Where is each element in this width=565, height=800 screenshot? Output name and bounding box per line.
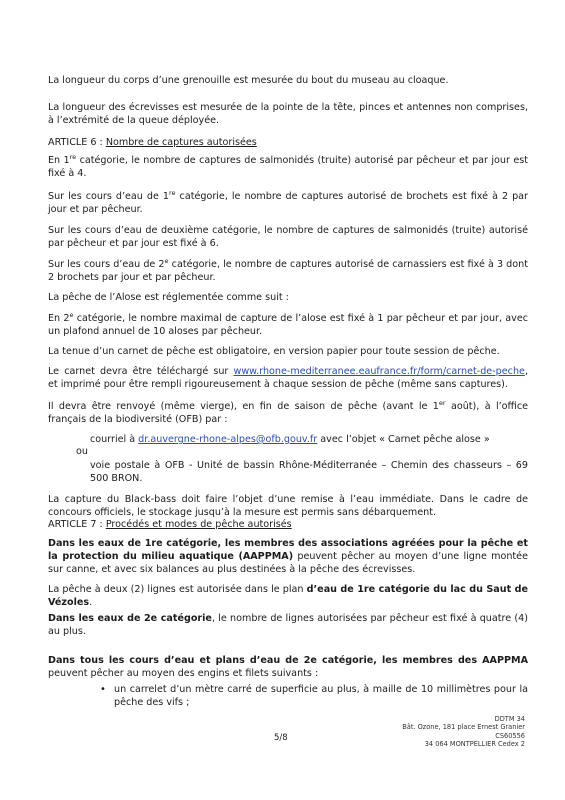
page-number: 5/8 [274, 733, 288, 743]
paragraph-ecrevisses: La longueur des écrevisses est mesurée de la pointe de la tête, pinces et antennes non comprises, à l’extrémité de la queue déployée. [48, 102, 528, 127]
paragraph-black-bass: La capture du Black-bass doit faire l’objet d’une remise à l’eau immédiate. Dans le cadre de concours officiels, le stockage jusqu’à la mesure est permis sans débarquement. [48, 494, 528, 519]
paragraph-telechargement: Le carnet devra être téléchargé sur www.rhone-mediterranee.eaufrance.fr/form/carnet-de-peche, et imprimé pour être rempli rigoureusement à chaque session de pêche (même sans captures). [48, 366, 528, 391]
footer-line-3: CS60556 [495, 731, 525, 740]
paragraph-salmonides-2: Sur les cours d’eau de deuxième catégorie, le nombre de captures de salmonidés (truite) autorisé par pêcheur et par jour est fixé à 6. [48, 225, 528, 250]
bullet-dot: • [100, 684, 106, 695]
paragraph-alose-intro: La pêche de l’Alose est réglementée comme suit : [48, 292, 289, 303]
article-6-title: Nombre de captures autorisées [105, 137, 257, 148]
footer-line-4: 34 064 MONTPELLIER Cedex 2 [424, 740, 525, 749]
article-7-heading: ARTICLE 7 : Procédés et modes de pêche autorisés [48, 519, 292, 530]
carnet-link[interactable]: www.rhone-mediterranee.eaufrance.fr/form/carnet-de-peche [233, 366, 525, 377]
paragraph-deux-lignes: La pêche à deux (2) lignes est autorisée dans le plan d’eau de 1re catégorie du lac du Saut de Vézoles. [48, 584, 529, 609]
courriel-line: courriel à dr.auvergne-rhone-alpes@ofb.gouv.fr avec l’objet « Carnet pêche alose » [90, 434, 490, 445]
paragraph-alose-quota: En 2e catégorie, le nombre maximal de capture de l’alose est fixé à 1 par pêcheur et par jour, avec un plafond annuel de 10 aloses par pêcheur. [48, 310, 529, 338]
paragraph-lignes-2e: Dans les eaux de 2e catégorie, le nombre de lignes autorisées par pêcheur est fixé à quatre (4) au plus. [48, 613, 528, 638]
paragraph-carnassiers: Sur les cours d’eau de 2e catégorie, le nombre de captures autorisé de carnassiers est fixé à 3 dont 2 brochets par jour et par pêcheur. [48, 256, 528, 284]
postal-address-line: voie postale à OFB - Unité de bassin Rhône-Méditerranée – Chemin des chasseurs – 69 500 BRON. [90, 460, 528, 485]
paragraph-salmonides-1: En 1re catégorie, le nombre de captures de salmonidés (truite) autorisé par pêcheur et par jour est fixé à 4. [48, 152, 529, 180]
paragraph-aappma-1re: Dans les eaux de 1re catégorie, les membres des associations agréées pour la pêche et la protection du milieu aquatique (AAPPMA) peuvent pêcher au moyen d’une ligne montée sur canne, et avec six balances au plus destinées à la pêche des écrevisses. [48, 538, 528, 576]
footer-address [325, 715, 525, 749]
paragraph-renvoi: Il devra être renvoyé (même vierge), en fin de saison de pêche (avant le 1er août), à l’office français de la biodiversité (OFB) par : [48, 398, 528, 426]
ou-label: ou [76, 446, 88, 457]
paragraph-grenouille: La longueur du corps d’une grenouille est mesurée du bout du museau au cloaque. [48, 75, 449, 86]
paragraph-carnet: La tenue d’un carnet de pêche est obligatoire, en version papier pour toute session de pêche. [48, 346, 500, 357]
footer-line-2: Bât. Ozone, 181 place Ernest Granier [402, 723, 525, 732]
article-7-title: Procédés et modes de pêche autorisés [105, 519, 292, 530]
paragraph-brochets: Sur les cours d’eau de 1re catégorie, le nombre de captures autorisé de brochets est fixé à 2 par jour et par pêcheur. [48, 188, 528, 216]
article-6-heading: ARTICLE 6 : Nombre de captures autorisées [48, 137, 257, 148]
bullet-carrelet: un carrelet d’un mètre carré de superficie au plus, à maille de 10 millimètres pour la pêche des vifs ; [114, 684, 528, 709]
email-link[interactable]: dr.auvergne-rhone-alpes@ofb.gouv.fr [138, 434, 318, 445]
footer-line-1: DDTM 34 [494, 715, 525, 723]
paragraph-engins-filets: Dans tous les cours d’eau et plans d’eau de 2e catégorie, les membres des AAPPMA peuvent pêcher au moyen des engins et filets suivants : [48, 655, 528, 680]
